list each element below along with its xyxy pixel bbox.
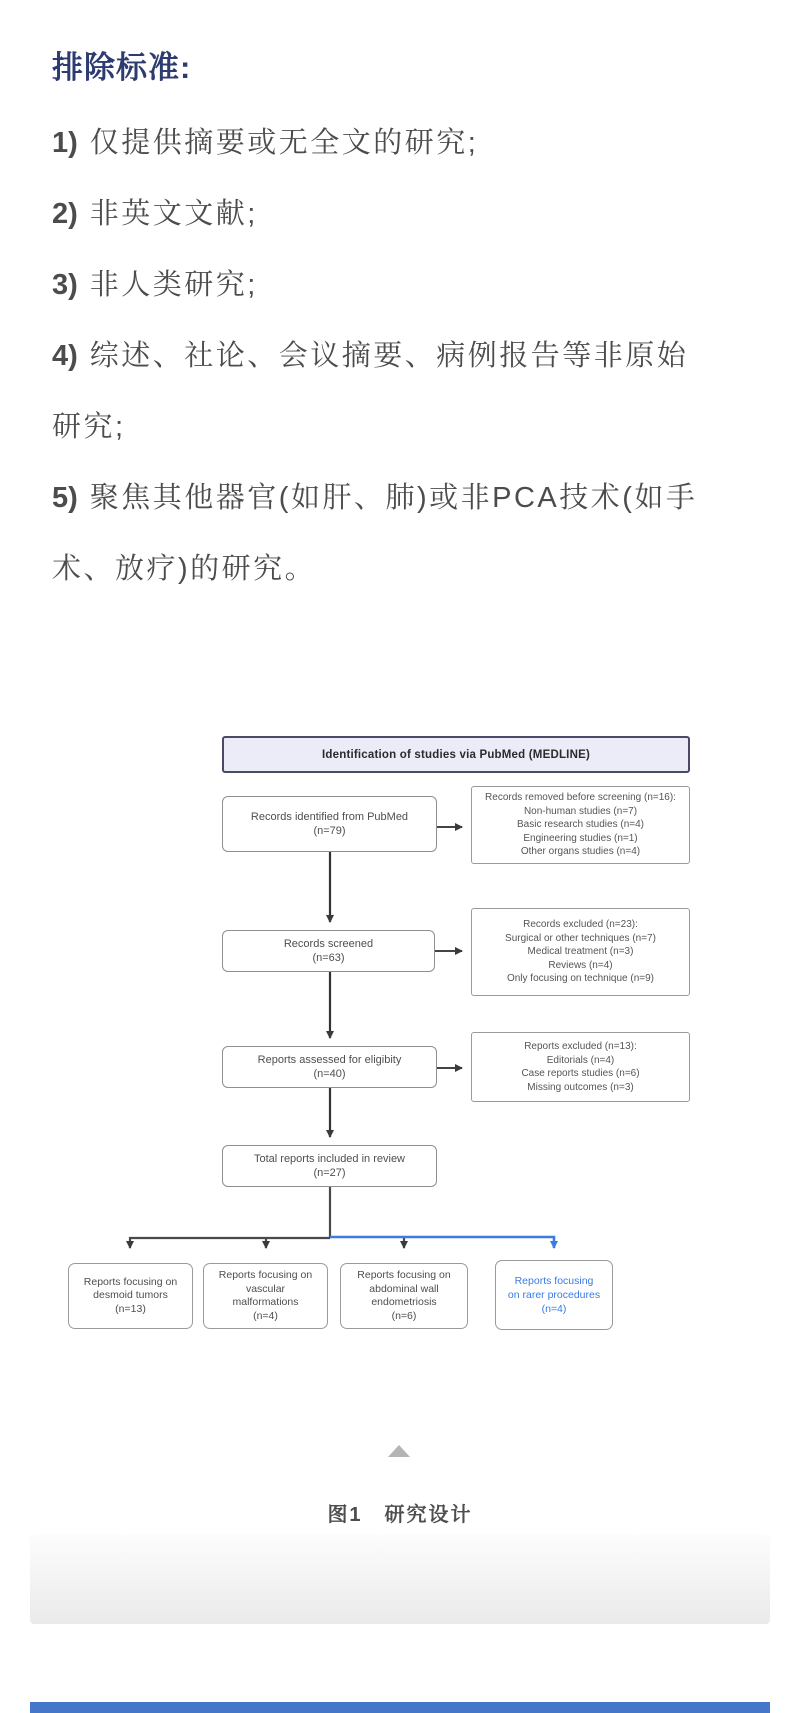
flow-box-line: Only focusing on technique (n=9) bbox=[506, 973, 655, 985]
item-text: 聚焦其他器官(如肝、肺)或非PCA技术(如手 bbox=[89, 482, 698, 514]
flow-box-line: (n=63) bbox=[312, 952, 345, 964]
flow-box-line: malformations bbox=[232, 1296, 299, 1308]
flow-box-line: (n=79) bbox=[313, 825, 346, 837]
flow-box-line: Reviews (n=4) bbox=[548, 959, 613, 971]
flow-box-identified bbox=[222, 796, 437, 852]
exclusion-list bbox=[52, 125, 758, 588]
flow-box-line: endometriosis bbox=[371, 1296, 437, 1308]
flow-box-assessed bbox=[222, 1046, 437, 1088]
item-text: 仅提供摘要或无全文的研究; bbox=[89, 127, 479, 159]
item-text: 非英文文献; bbox=[89, 198, 258, 230]
flow-box-line: (n=13) bbox=[115, 1302, 146, 1315]
item-text: 综述、社论、会议摘要、病例报告等非原始 bbox=[89, 340, 689, 372]
flow-box-line: Non-human studies (n=7) bbox=[523, 805, 638, 817]
exclusion-item-4 bbox=[52, 338, 758, 375]
flow-box-line: Editorials (n=4) bbox=[546, 1054, 615, 1066]
flow-box-line: Other organs studies (n=4) bbox=[520, 846, 641, 858]
exclusion-item-5 bbox=[52, 480, 758, 517]
flow-box-line: Reports focusing on bbox=[218, 1269, 313, 1281]
flow-box-line: Records identified from PubMed bbox=[250, 810, 409, 823]
flow-box-line: (n=4) bbox=[253, 1309, 278, 1322]
flow-box-abdominal-wall-endometriosis bbox=[340, 1263, 468, 1329]
flowchart bbox=[0, 730, 800, 1370]
item-number: 1) bbox=[52, 127, 78, 159]
flow-box-line: Records screened bbox=[283, 937, 374, 950]
item-number: 5) bbox=[52, 482, 78, 514]
flow-box-line: Total reports included in review bbox=[253, 1152, 406, 1165]
footer-band bbox=[30, 1534, 770, 1624]
footer-blue-bar bbox=[30, 1702, 770, 1713]
flow-box-line: Reports focusing on bbox=[357, 1269, 451, 1281]
flow-box-desmoid-tumors bbox=[68, 1263, 193, 1329]
flow-box-line: (n=6) bbox=[391, 1309, 417, 1322]
flow-box-removed-before-screening bbox=[471, 786, 690, 864]
flow-box-line: Medical treatment (n=3) bbox=[527, 946, 634, 958]
flow-box-line: vascular bbox=[245, 1282, 286, 1295]
collapse-arrow-icon[interactable] bbox=[388, 1445, 410, 1457]
item-number: 4) bbox=[52, 340, 78, 372]
flow-box-line: Reports focusing bbox=[514, 1275, 594, 1287]
item-number: 2) bbox=[52, 198, 78, 230]
flow-box-line: on rarer procedures bbox=[507, 1289, 601, 1301]
item-text: 非人类研究; bbox=[89, 269, 258, 301]
flow-box-rarer-procedures bbox=[495, 1260, 613, 1330]
exclusion-item-5-cont: 术、放疗)的研究。 bbox=[52, 553, 317, 585]
flow-box-line: Records removed before screening (n=16): bbox=[485, 792, 676, 804]
page-title: 排除标准: bbox=[52, 50, 192, 85]
flow-box-line: Reports excluded (n=13): bbox=[524, 1041, 637, 1052]
figure-caption: 图1 研究设计 bbox=[327, 1504, 473, 1526]
exclusion-section bbox=[52, 42, 758, 622]
item-number: 3) bbox=[52, 269, 78, 301]
flow-box-line: abdominal wall bbox=[369, 1282, 439, 1295]
flow-box-line: Surgical or other techniques (n=7) bbox=[505, 932, 656, 944]
flow-box-screened bbox=[222, 930, 435, 972]
flow-box-line: Records excluded (n=23): bbox=[523, 919, 638, 931]
flow-box-line: Case reports studies (n=6) bbox=[521, 1068, 640, 1079]
flow-box-line: Engineering studies (n=1) bbox=[523, 832, 638, 844]
exclusion-item-2 bbox=[52, 196, 758, 233]
flow-box-line: (n=40) bbox=[313, 1068, 346, 1080]
exclusion-item-3 bbox=[52, 267, 758, 304]
flow-box-included bbox=[222, 1145, 437, 1187]
exclusion-item-4-cont: 研究; bbox=[52, 411, 126, 443]
flow-box-records-excluded bbox=[471, 908, 690, 996]
flow-box-reports-excluded bbox=[471, 1032, 690, 1102]
flow-box-line: Missing outcomes (n=3) bbox=[527, 1081, 634, 1093]
flow-box-line: (n=27) bbox=[313, 1167, 346, 1179]
flow-box-vascular-malformations bbox=[203, 1263, 328, 1329]
flow-box-line: Reports focusing on bbox=[83, 1275, 178, 1288]
exclusion-item-1 bbox=[52, 125, 758, 162]
flow-box-line: Basic research studies (n=4) bbox=[516, 819, 644, 831]
flow-box-line: Reports assessed for eligibity bbox=[257, 1053, 402, 1066]
flow-box-line: (n=4) bbox=[541, 1303, 567, 1315]
flow-box-line: desmoid tumors bbox=[93, 1289, 168, 1302]
flow-box-header: Identification of studies via PubMed (MEDLINE) bbox=[222, 736, 690, 773]
